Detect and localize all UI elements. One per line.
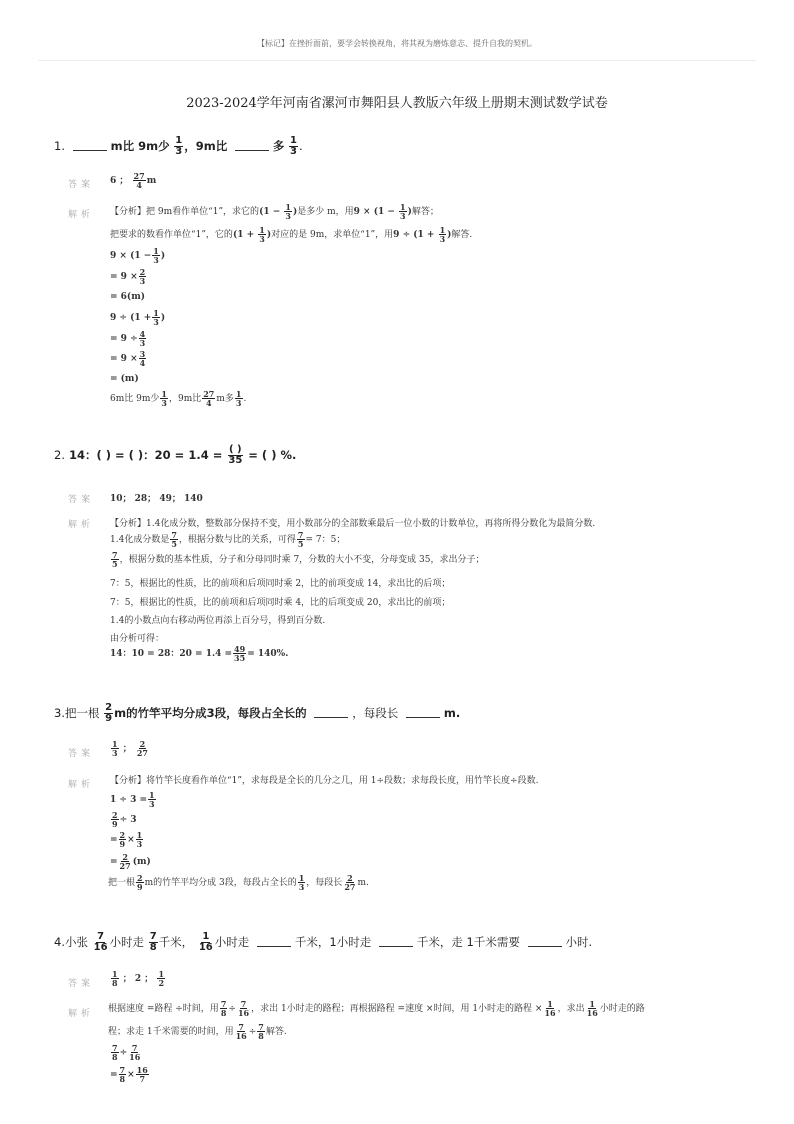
calc-step: 1 ÷ 3 = $\frac{1}{3}$ <box>110 790 155 809</box>
calc-step: 9 × (1 − $\frac{1}{3}$ ) <box>110 246 166 265</box>
answer-blank[interactable] <box>528 936 562 947</box>
question-number: 4. <box>54 935 65 949</box>
conclusion: 把一根 $\frac{2}{9}$ m的竹竿平均分成 3段，每段占全长的 $\frac{1}{3}$ ，每段长 $\frac{2}{27}$ m. <box>108 873 369 892</box>
analysis-line: 把要求的数看作单位“1”，它的(1 + $\frac{1}{3}$ )对应的是 9m，求单位“1”，用9 ÷ (1 + $\frac{1}{3}$ )解答. <box>110 225 473 244</box>
conclusion: 6m比 9m少 $\frac{1}{3}$ ，9m比 $\frac{27}{4}$ m多 $\frac{1}{3}$ . <box>110 389 247 408</box>
page-title: 2023-2024学年河南省漯河市舞阳县人教版六年级上册期末测试数学试卷 <box>186 96 608 111</box>
question-number: 1. <box>54 139 65 153</box>
question-number: 2. <box>54 448 65 462</box>
analysis-line: 1.4的小数点向右移动两位再添上百分号，得到百分数. <box>110 616 326 626</box>
calc-step: = 9 × $\frac{3}{4}$ <box>110 349 146 368</box>
answer-label: 答案 <box>68 979 95 989</box>
calc-step: $\frac{2}{9}$ ÷ 3 <box>112 810 137 829</box>
calc-step: = 9 ÷ $\frac{4}{3}$ <box>110 329 146 348</box>
analysis-line: 【分析】将竹竿长度看作单位“1”，求每段是全长的几分之几，用 1÷段数；求每段长度，用竹竿长度÷段数. <box>110 776 539 786</box>
question-2: 2. 14：( ) = ( )：20 = 1.4 = $\frac{( )}{35}$ = ( ) %. <box>54 444 297 466</box>
answer-blank[interactable] <box>257 936 291 947</box>
answer-blank[interactable] <box>235 140 269 151</box>
answer-text: 10； 28； 49； 140 <box>110 494 203 504</box>
analysis-line: 1.4化成分数是 $\frac{7}{5}$ ，根据分数与比的关系，可得 $\frac{7}{5}$ = 7：5； <box>110 530 346 549</box>
analysis-line: 14：10 = 28：20 = 1.4 = $\frac{49}{35}$ = 140%. <box>110 644 289 663</box>
question-3: 3.把一根 $\frac{2}{9}$ m的竹竿平均分成3段，每段占全长的 ，每段长 m. <box>54 702 461 724</box>
header-divider <box>38 60 756 61</box>
answer-label: 答案 <box>68 495 95 505</box>
analysis-line: $\frac{7}{5}$ ，根据分数的基本性质，分子和分母同时乘 7，分数的大小不变，分母变成 35，求出分子； <box>112 550 485 569</box>
calc-step: 9 ÷ (1 + $\frac{1}{3}$ ) <box>110 308 166 327</box>
page-header-motto: 【标记】在挫折面前，要学会转换视角，将其视为磨炼意志、提升自我的契机。 <box>257 39 537 48</box>
answer-text: $\frac{1}{8}$ ； 2 ； $\frac{1}{2}$ <box>112 969 165 988</box>
answer-blank[interactable] <box>73 140 107 151</box>
question-4: 4.小张 $\frac{7}{16}$ 小时走 $\frac{7}{8}$ 千米， $\frac{1}{16}$ 小时走 千米，1小时走 千米，走 1千米需要 小时. <box>54 931 593 953</box>
analysis-line: 根据速度 =路程 ÷时间，用 $\frac{7}{8}$ ÷ $\frac{7}{16}$ ，求出 1小时走的路程；再根据路程 =速度 ×时间，用 1小时走的路程 × $\frac{1}{16}$ ，求出 $\frac{1}{16}$ 小时走的路 <box>108 999 645 1018</box>
calc-step: $\frac{7}{8}$ ÷ $\frac{7}{16}$ <box>112 1043 141 1062</box>
calc-step: = $\frac{7}{8}$ × $\frac{16}{7}$ <box>110 1065 148 1084</box>
analysis-label: 解析 <box>68 1009 95 1019</box>
fraction: $\frac{1}{3}$ <box>175 135 183 157</box>
answer-blank[interactable] <box>379 936 413 947</box>
analysis-line: 7：5，根据比的性质，比的前项和后项同时乘 4，比的后项变成 20，求出比的前项； <box>110 598 451 608</box>
calc-step: = $\frac{2}{9}$ × $\frac{1}{3}$ <box>110 830 143 849</box>
calc-step: = (m) <box>110 374 139 384</box>
analysis-line: 【分析】把 9m看作单位“1”，求它的(1 − $\frac{1}{3}$ )是多少 m，用9 × (1 − $\frac{1}{3}$ )解答； <box>110 202 439 221</box>
calc-step: = 6(m) <box>110 292 145 302</box>
answer-label: 答案 <box>68 180 95 190</box>
question-1: 1. m比 9m少 $\frac{1}{3}$ ，9m比 多 $\frac{1}{3}$ . <box>54 135 303 157</box>
answer-blank[interactable] <box>314 707 348 718</box>
analysis-line: 7：5，根据比的性质，比的前项和后项同时乘 2，比的前项变成 14，求出比的后项； <box>110 579 451 589</box>
answer-text: $\frac{1}{3}$ ； $\frac{2}{27}$ <box>112 739 148 758</box>
calc-step: = $\frac{2}{27}$ (m) <box>110 852 151 871</box>
analysis-line: 程；求走 1千米需要的时间，用 $\frac{7}{16}$ ÷ $\frac{7}{8}$ 解答. <box>108 1022 287 1041</box>
analysis-label: 解析 <box>68 780 95 790</box>
question-number: 3. <box>54 706 65 720</box>
analysis-label: 解析 <box>68 520 95 530</box>
analysis-label: 解析 <box>68 210 95 220</box>
answer-text: 6 ； $\frac{27}{4}$ m <box>110 171 157 190</box>
answer-blank[interactable] <box>406 707 440 718</box>
fraction: $\frac{1}{3}$ <box>290 135 298 157</box>
answer-label: 答案 <box>68 749 95 759</box>
calc-step: = 9 × $\frac{2}{3}$ <box>110 267 146 286</box>
analysis-line: 【分析】1.4化成分数，整数部分保持不变，用小数部分的全部数乘最后一位小数的计数单位，再将所得分数化为最简分数. <box>110 519 596 529</box>
analysis-line: 由分析可得： <box>110 634 165 644</box>
